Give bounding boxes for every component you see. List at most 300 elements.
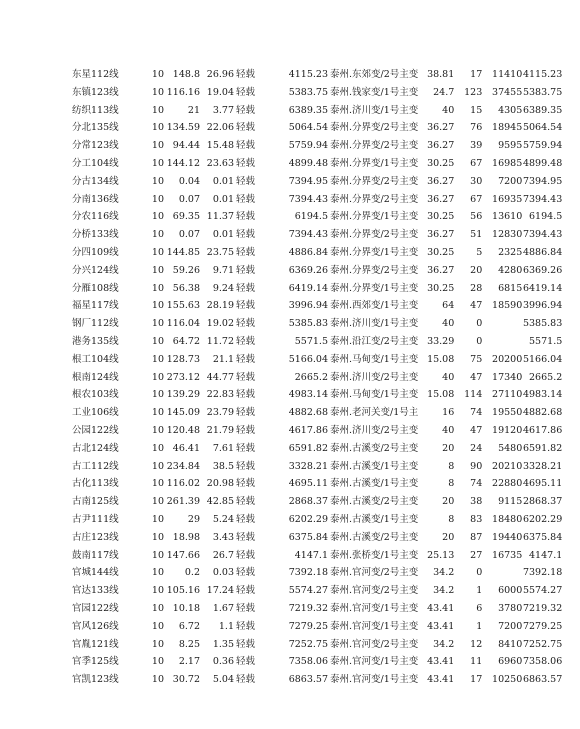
voltage-cell: 10 — [151, 638, 164, 650]
table-row — [72, 404, 562, 422]
load-status-cell: 轻载 — [236, 122, 256, 134]
installed-capacity-cell: 9595 — [498, 140, 523, 152]
transformer-load-rate-cell: 36.27 — [427, 264, 455, 276]
feeder-name-cell: 分兴124线 — [72, 264, 119, 276]
current-cell: 120.48 — [166, 424, 200, 436]
installed-capacity-cell: 18945 — [492, 122, 523, 134]
transformer-load-rate-cell: 15.08 — [427, 353, 455, 365]
feeder-name-cell: 东镇123线 — [72, 86, 119, 98]
load-status-cell: 轻载 — [236, 567, 256, 579]
transformer-count-cell: 39 — [470, 140, 483, 152]
voltage-cell: 10 — [151, 69, 164, 80]
available-capacity-cell: 7394.43 — [288, 193, 328, 205]
transformer-load-rate-cell: 30.25 — [427, 157, 455, 169]
capacity-margin-cell: 4695.11 — [522, 478, 563, 490]
available-capacity-cell: 6375.84 — [288, 531, 328, 543]
transformer-load-rate-cell: 34.2 — [433, 638, 455, 650]
available-capacity-cell: 7392.18 — [288, 567, 328, 579]
available-capacity-cell: 6194.5 — [294, 211, 328, 223]
available-capacity-cell: 4147.1 — [294, 549, 328, 561]
load-rate-cell: 3.77 — [212, 104, 234, 116]
transformer-count-cell: 76 — [470, 122, 483, 134]
load-status-cell: 轻载 — [236, 282, 256, 294]
feeder-name-cell: 分四109线 — [72, 246, 119, 258]
load-rate-cell: 0.01 — [212, 193, 234, 205]
substation-transformer-cell: 泰州.古溪变/1号主变 — [330, 478, 419, 490]
installed-capacity-cell: 6815 — [498, 282, 523, 294]
capacity-margin-cell: 3328.21 — [522, 460, 563, 472]
load-status-cell: 轻载 — [236, 389, 256, 401]
transformer-load-rate-cell: 43.41 — [427, 602, 455, 614]
feeder-name-cell: 工业106线 — [72, 407, 119, 419]
capacity-margin-cell: 4983.14 — [522, 389, 563, 401]
current-cell: 128.73 — [166, 353, 200, 365]
table-row — [72, 315, 562, 333]
transformer-count-cell: 51 — [470, 229, 483, 241]
capacity-margin-cell: 4886.84 — [522, 246, 563, 258]
load-status-cell: 轻载 — [236, 638, 256, 650]
current-cell: 0.07 — [178, 229, 200, 241]
transformer-count-cell: 24 — [470, 442, 483, 454]
transformer-load-rate-cell: 40 — [442, 424, 455, 436]
transformer-count-cell: 87 — [470, 531, 483, 543]
load-status-cell: 轻载 — [236, 460, 256, 472]
transformer-count-cell: 56 — [470, 211, 483, 223]
capacity-margin-cell: 2868.37 — [522, 496, 563, 508]
available-capacity-cell: 2665.2 — [294, 371, 328, 383]
current-cell: 116.04 — [166, 318, 200, 330]
load-status-cell: 轻载 — [236, 371, 256, 383]
table-row — [72, 671, 562, 689]
available-capacity-cell: 6369.26 — [288, 264, 328, 276]
available-capacity-cell: 6389.35 — [288, 104, 328, 116]
available-capacity-cell: 7394.95 — [288, 175, 328, 187]
capacity-margin-cell: 7252.75 — [522, 638, 563, 650]
transformer-load-rate-cell: 34.2 — [433, 585, 455, 597]
capacity-margin-cell: 6375.84 — [522, 531, 563, 543]
load-rate-cell: 1.67 — [212, 602, 234, 614]
installed-capacity-cell: 3780 — [498, 602, 523, 614]
current-cell: 8.25 — [178, 638, 200, 650]
substation-transformer-cell: 泰州.官河变/1号主变 — [330, 656, 419, 668]
table-row — [72, 422, 562, 440]
installed-capacity-cell: 19120 — [492, 424, 523, 436]
voltage-cell: 10 — [151, 513, 164, 525]
load-rate-cell: 1.35 — [212, 638, 234, 650]
voltage-cell: 10 — [151, 353, 164, 365]
installed-capacity-cell — [482, 333, 522, 351]
current-cell: 116.02 — [166, 478, 200, 490]
transformer-load-rate-cell: 8 — [448, 460, 455, 472]
load-status-cell: 轻载 — [236, 424, 256, 436]
table-row — [72, 511, 562, 529]
available-capacity-cell: 4115.23 — [288, 69, 328, 80]
current-cell: 145.09 — [166, 407, 200, 419]
substation-transformer-cell: 泰州.马甸变/1号主变 — [330, 389, 419, 401]
transformer-count-cell: 17 — [470, 69, 483, 80]
feeder-name-cell: 分农116线 — [72, 211, 119, 223]
transformer-count-cell: 27 — [470, 549, 483, 561]
load-status-cell: 轻载 — [236, 157, 256, 169]
installed-capacity-cell: 13610 — [492, 211, 523, 223]
current-cell: 144.12 — [166, 157, 200, 169]
capacity-margin-cell: 6369.26 — [522, 264, 563, 276]
transformer-load-rate-cell: 40 — [442, 104, 455, 116]
current-cell: 0.2 — [184, 567, 200, 579]
installed-capacity-cell: 4305 — [498, 104, 523, 116]
available-capacity-cell: 5571.5 — [294, 335, 328, 347]
capacity-margin-cell: 6202.29 — [522, 513, 563, 525]
capacity-margin-cell: 7279.25 — [522, 620, 563, 632]
load-rate-cell: 9.71 — [212, 264, 234, 276]
installed-capacity-cell: 20200 — [492, 353, 523, 365]
table-row — [72, 280, 562, 298]
table-row — [72, 564, 562, 582]
voltage-cell: 10 — [151, 264, 164, 276]
transformer-load-rate-cell: 36.27 — [427, 193, 455, 205]
voltage-cell: 10 — [151, 389, 164, 401]
load-rate-cell: 9.24 — [212, 282, 234, 294]
transformer-count-cell: 90 — [470, 460, 483, 472]
voltage-cell: 10 — [151, 282, 164, 294]
available-capacity-cell: 5385.83 — [288, 318, 328, 330]
available-capacity-cell: 5383.75 — [288, 86, 328, 98]
load-rate-cell: 1.1 — [218, 620, 234, 632]
voltage-cell: 10 — [151, 122, 164, 134]
current-cell: 0.07 — [178, 193, 200, 205]
substation-transformer-cell: 泰州.古溪变/2号主变 — [330, 442, 419, 454]
feeder-name-cell: 分工104线 — [72, 157, 119, 169]
load-rate-cell: 23.75 — [206, 246, 234, 258]
available-capacity-cell: 7394.43 — [288, 229, 328, 241]
available-capacity-cell: 5064.54 — [288, 122, 328, 134]
capacity-margin-cell: 7358.06 — [522, 656, 563, 668]
available-capacity-cell: 2868.37 — [288, 496, 328, 508]
available-capacity-cell: 3328.21 — [288, 460, 328, 472]
load-rate-cell: 7.61 — [212, 442, 234, 454]
current-cell: 116.16 — [166, 86, 200, 98]
transformer-load-rate-cell: 20 — [442, 496, 455, 508]
current-cell: 56.38 — [172, 282, 200, 294]
feeder-name-cell: 钢厂112线 — [72, 318, 119, 330]
table-body — [72, 66, 562, 689]
load-rate-cell: 5.04 — [212, 674, 234, 686]
voltage-cell: 10 — [151, 211, 164, 223]
load-status-cell: 轻载 — [236, 407, 256, 419]
table-row — [72, 226, 562, 244]
table-row — [72, 333, 562, 351]
transformer-load-rate-cell: 34.2 — [433, 567, 455, 579]
installed-capacity-cell: 6000 — [498, 585, 523, 597]
voltage-cell: 10 — [151, 157, 164, 169]
transformer-load-rate-cell: 40 — [442, 371, 455, 383]
substation-transformer-cell: 泰州.官河变/2号主变 — [330, 567, 419, 579]
voltage-cell: 10 — [151, 567, 164, 579]
capacity-margin-cell: 4147.1 — [529, 549, 563, 561]
current-cell: 134.59 — [166, 122, 200, 134]
installed-capacity-cell: 10250 — [492, 674, 523, 686]
available-capacity-cell: 6591.82 — [288, 442, 328, 454]
load-rate-cell: 44.77 — [206, 371, 234, 383]
table-row — [72, 653, 562, 671]
substation-transformer-cell: 泰州.济川变/1号主变 — [330, 104, 419, 116]
transformer-load-rate-cell: 20 — [442, 442, 455, 454]
transformer-load-rate-cell: 43.41 — [427, 656, 455, 668]
installed-capacity-cell — [482, 315, 522, 333]
transformer-load-rate-cell: 8 — [448, 478, 455, 490]
table-row — [72, 547, 562, 565]
installed-capacity-cell: 7200 — [498, 175, 523, 187]
load-status-cell: 轻载 — [236, 246, 256, 258]
current-cell: 105.16 — [166, 585, 200, 597]
feeder-name-cell: 官胤121线 — [72, 638, 119, 650]
available-capacity-cell: 7219.32 — [288, 602, 328, 614]
feeder-name-cell: 官达133线 — [72, 585, 119, 597]
voltage-cell: 10 — [151, 424, 164, 436]
transformer-load-rate-cell: 20 — [442, 531, 455, 543]
voltage-cell: 10 — [151, 407, 164, 419]
transformer-count-cell: 28 — [470, 282, 483, 294]
transformer-count-cell: 15 — [470, 104, 483, 116]
voltage-cell: 10 — [151, 460, 164, 472]
transformer-load-rate-cell: 30.25 — [427, 211, 455, 223]
available-capacity-cell: 6863.57 — [288, 674, 328, 686]
load-rate-cell: 15.48 — [206, 140, 234, 152]
installed-capacity-cell: 16985 — [492, 157, 523, 169]
load-status-cell: 轻载 — [236, 674, 256, 686]
load-status-cell: 轻载 — [236, 318, 256, 330]
substation-transformer-cell: 泰州.分界变/2号主变 — [330, 193, 419, 205]
feeder-name-cell: 官风126线 — [72, 620, 119, 632]
voltage-cell: 10 — [151, 371, 164, 383]
feeder-name-cell: 古工112线 — [72, 460, 119, 472]
transformer-load-rate-cell: 33.29 — [427, 335, 455, 347]
capacity-margin-cell: 7394.43 — [522, 229, 563, 241]
transformer-count-cell: 17 — [470, 674, 483, 686]
current-cell: 0.04 — [178, 175, 200, 187]
installed-capacity-cell — [482, 564, 522, 582]
load-status-cell: 轻载 — [236, 175, 256, 187]
load-status-cell: 轻载 — [236, 442, 256, 454]
installed-capacity-cell: 7200 — [498, 620, 523, 632]
transformer-count-cell: 30 — [470, 175, 483, 187]
installed-capacity-cell: 18590 — [492, 300, 523, 312]
feeder-name-cell: 古庄123线 — [72, 531, 119, 543]
table-row — [72, 458, 562, 476]
current-cell: 6.72 — [178, 620, 200, 632]
available-capacity-cell: 5759.94 — [288, 140, 328, 152]
available-capacity-cell: 7279.25 — [288, 620, 328, 632]
table-row — [72, 636, 562, 654]
load-rate-cell: 42.85 — [206, 496, 234, 508]
transformer-load-rate-cell: 43.41 — [427, 620, 455, 632]
load-status-cell: 轻载 — [236, 656, 256, 668]
installed-capacity-cell: 17340 — [492, 371, 523, 383]
feeder-name-cell: 官季125线 — [72, 656, 119, 668]
transformer-load-rate-cell: 30.25 — [427, 282, 455, 294]
table-row — [72, 102, 562, 120]
load-rate-cell: 19.04 — [206, 86, 234, 98]
feeder-name-cell: 古尹111线 — [72, 513, 119, 525]
transformer-count-cell: 11 — [470, 656, 483, 668]
load-rate-cell: 0.03 — [212, 567, 234, 579]
installed-capacity-cell: 8410 — [498, 638, 523, 650]
voltage-cell: 10 — [151, 620, 164, 632]
load-status-cell: 轻载 — [236, 620, 256, 632]
table-row — [72, 618, 562, 636]
available-capacity-cell: 4983.14 — [288, 389, 328, 401]
installed-capacity-cell: 27110 — [492, 389, 523, 401]
available-capacity-cell: 5574.27 — [288, 585, 328, 597]
current-cell: 147.66 — [166, 549, 200, 561]
transformer-load-rate-cell: 8 — [448, 513, 455, 525]
transformer-load-rate-cell: 43.41 — [427, 674, 455, 686]
load-rate-cell: 21.1 — [212, 353, 234, 365]
substation-transformer-cell: 泰州.古溪变/2号主变 — [330, 496, 419, 508]
transformer-count-cell: 114 — [464, 389, 483, 401]
installed-capacity-cell: 4280 — [498, 264, 523, 276]
load-status-cell: 轻载 — [236, 104, 256, 116]
substation-transformer-cell: 泰州.分界变/2号主变 — [330, 264, 419, 276]
transformer-count-cell: 12 — [470, 638, 483, 650]
current-cell: 10.18 — [172, 602, 200, 614]
available-capacity-cell: 7252.75 — [288, 638, 328, 650]
installed-capacity-cell: 19440 — [492, 531, 523, 543]
substation-transformer-cell: 泰州.钱家变/1号主变 — [330, 86, 419, 98]
table-row — [72, 244, 562, 262]
transformer-load-rate-cell: 15.08 — [427, 389, 455, 401]
load-status-cell: 轻载 — [236, 86, 256, 98]
available-capacity-cell: 4899.48 — [288, 157, 328, 169]
voltage-cell: 10 — [151, 656, 164, 668]
substation-transformer-cell: 泰州.分界变/2号主变 — [330, 229, 419, 241]
capacity-margin-cell: 5571.5 — [529, 335, 563, 347]
load-rate-cell: 22.83 — [206, 389, 234, 401]
available-capacity-cell: 5166.04 — [288, 353, 328, 365]
available-capacity-cell: 6419.14 — [288, 282, 328, 294]
transformer-load-rate-cell: 16 — [442, 407, 455, 419]
capacity-margin-cell: 4899.48 — [522, 157, 563, 169]
feeder-name-cell: 港务135线 — [72, 335, 119, 347]
feeder-name-cell: 分南136线 — [72, 193, 119, 205]
load-status-cell: 轻载 — [236, 335, 256, 347]
load-rate-cell: 23.63 — [206, 157, 234, 169]
feeder-name-cell: 根农103线 — [72, 389, 119, 401]
capacity-margin-cell: 6419.14 — [522, 282, 563, 294]
substation-transformer-cell: 泰州.分界变/2号主变 — [330, 140, 419, 152]
feeder-name-cell: 古化113线 — [72, 478, 119, 490]
transformer-load-rate-cell: 24.7 — [433, 86, 455, 98]
load-status-cell: 轻载 — [236, 140, 256, 152]
table-row — [72, 66, 562, 84]
feeder-load-table — [72, 66, 562, 689]
voltage-cell: 10 — [151, 318, 164, 330]
transformer-count-cell: 47 — [470, 300, 483, 312]
current-cell: 2.17 — [178, 656, 200, 668]
substation-transformer-cell: 泰州.古溪变/1号主变 — [330, 460, 419, 472]
load-rate-cell: 28.19 — [206, 300, 234, 312]
load-status-cell: 轻载 — [236, 478, 256, 490]
transformer-count-cell: 0 — [476, 318, 483, 330]
capacity-margin-cell: 6863.57 — [522, 674, 563, 686]
capacity-margin-cell: 5064.54 — [522, 122, 563, 134]
installed-capacity-cell: 22880 — [492, 478, 523, 490]
load-status-cell: 轻载 — [236, 229, 256, 241]
table-row — [72, 191, 562, 209]
current-cell: 144.85 — [166, 246, 200, 258]
transformer-count-cell: 75 — [470, 353, 483, 365]
load-rate-cell: 19.02 — [206, 318, 234, 330]
substation-transformer-cell: 泰州.张桥变/1号主变 — [330, 549, 419, 561]
transformer-count-cell: 5 — [476, 246, 483, 258]
substation-transformer-cell: 泰州.官河变/1号主变 — [330, 674, 419, 686]
available-capacity-cell: 6202.29 — [288, 513, 328, 525]
feeder-name-cell: 分古134线 — [72, 175, 119, 187]
voltage-cell: 10 — [151, 674, 164, 686]
load-status-cell: 轻载 — [236, 602, 256, 614]
feeder-name-cell: 分常123线 — [72, 140, 119, 152]
capacity-margin-cell: 7219.32 — [522, 602, 563, 614]
load-rate-cell: 17.24 — [206, 585, 234, 597]
table-row — [72, 262, 562, 280]
feeder-name-cell: 公园122线 — [72, 424, 119, 436]
load-status-cell: 轻载 — [236, 69, 256, 80]
table-row — [72, 440, 562, 458]
substation-transformer-cell: 泰州.沿江变/2号主变 — [330, 335, 419, 347]
transformer-count-cell: 0 — [476, 335, 483, 347]
transformer-count-cell: 123 — [464, 86, 483, 98]
voltage-cell: 10 — [151, 602, 164, 614]
load-rate-cell: 26.96 — [206, 69, 234, 80]
installed-capacity-cell: 6960 — [498, 656, 523, 668]
substation-transformer-cell: 泰州.分界变/1号主变 — [330, 211, 419, 223]
transformer-count-cell: 74 — [470, 478, 483, 490]
transformer-load-rate-cell: 36.27 — [427, 175, 455, 187]
voltage-cell: 10 — [151, 175, 164, 187]
transformer-count-cell: 0 — [476, 567, 483, 579]
transformer-load-rate-cell: 64 — [442, 300, 455, 312]
current-cell: 94.44 — [172, 140, 200, 152]
transformer-count-cell: 47 — [470, 371, 483, 383]
load-rate-cell: 5.24 — [212, 513, 234, 525]
voltage-cell: 10 — [151, 549, 164, 561]
voltage-cell: 10 — [151, 442, 164, 454]
current-cell: 261.39 — [166, 496, 200, 508]
capacity-margin-cell: 4115.23 — [522, 69, 563, 80]
current-cell: 139.29 — [166, 389, 200, 401]
transformer-load-rate-cell: 25.13 — [427, 549, 455, 561]
load-status-cell: 轻载 — [236, 496, 256, 508]
installed-capacity-cell: 37455 — [492, 86, 523, 98]
installed-capacity-cell: 19550 — [492, 407, 523, 419]
table-row — [72, 600, 562, 618]
installed-capacity-cell: 2325 — [498, 246, 523, 258]
substation-transformer-cell: 泰州.济川变/2号主变 — [330, 424, 419, 436]
capacity-margin-cell: 7394.95 — [522, 175, 563, 187]
feeder-name-cell: 根工104线 — [72, 353, 119, 365]
table-row — [72, 351, 562, 369]
feeder-name-cell: 鼓南117线 — [72, 549, 119, 561]
table-row — [72, 529, 562, 547]
feeder-name-cell: 官城144线 — [72, 567, 119, 579]
table-row — [72, 84, 562, 102]
load-status-cell: 轻载 — [236, 353, 256, 365]
capacity-margin-cell: 6389.35 — [522, 104, 563, 116]
substation-transformer-cell: 泰州.分界变/1号主变 — [330, 282, 419, 294]
substation-transformer-cell: 泰州.马甸变/1号主变 — [330, 353, 419, 365]
capacity-margin-cell: 5574.27 — [522, 585, 563, 597]
capacity-margin-cell: 2665.2 — [529, 371, 563, 383]
